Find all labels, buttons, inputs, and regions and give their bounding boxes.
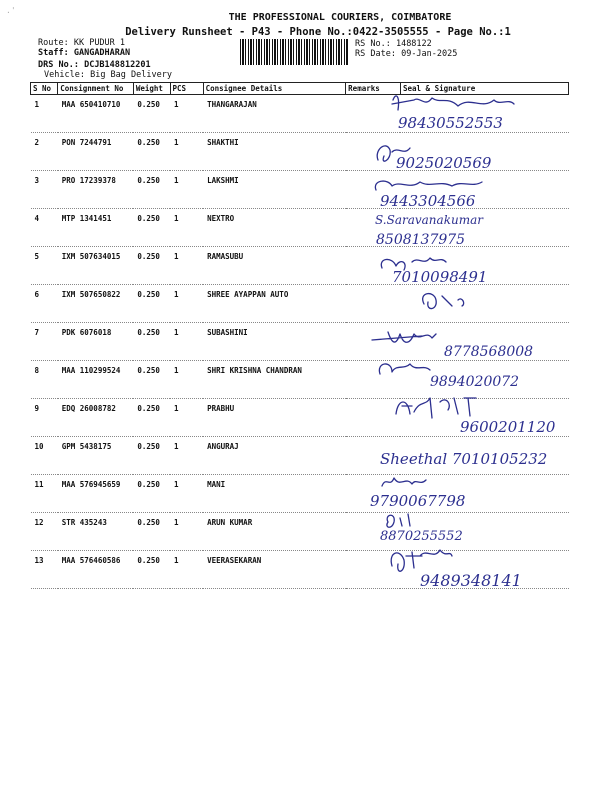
row-signature-cell (400, 475, 568, 513)
hw-7: 8778568008 (444, 344, 534, 360)
row-signature-cell (400, 399, 568, 437)
row-signature-cell (400, 95, 568, 133)
row-pcs: 1 (170, 475, 203, 513)
row-sno: 13 (31, 551, 58, 589)
row-remarks (346, 171, 401, 209)
table-row (31, 171, 569, 209)
row-consignee: PRABHU (203, 399, 346, 437)
row-consignee: ANGURAJ (203, 437, 346, 475)
row-sno: 2 (31, 133, 58, 171)
hw-3: 9443304566 (380, 192, 476, 210)
row-pcs: 1 (170, 247, 203, 285)
row-signature-cell (400, 209, 568, 247)
row-consignee: LAKSHMI (203, 171, 346, 209)
hw-9: 9600201120 (460, 418, 556, 436)
row-remarks (346, 551, 401, 589)
table-row (31, 437, 569, 475)
row-signature-cell (400, 551, 568, 589)
delivery-table (30, 82, 569, 589)
row-pcs: 1 (170, 361, 203, 399)
row-signature-cell (400, 361, 568, 399)
rs-no-label: RS No.: (355, 39, 391, 49)
row-weight: 0.250 (133, 551, 170, 589)
row-sno: 4 (31, 209, 58, 247)
row-consignee: SHRI KRISHNA CHANDRAN (203, 361, 346, 399)
staff-value: GANGADHARAN (73, 48, 131, 58)
row-consignee: SUBASHINI (203, 323, 346, 361)
row-consignee: MANI (203, 475, 346, 513)
rs-no-line (355, 39, 432, 49)
row-remarks (346, 209, 401, 247)
row-consignment-no: MAA 576945659 (58, 475, 134, 513)
hw-13: 9489348141 (420, 571, 522, 590)
row-remarks (346, 513, 401, 551)
row-consignee: SHREE AYAPPAN AUTO (203, 285, 346, 323)
hw-10: Sheethal 7010105232 (380, 450, 548, 468)
row-consignee: RAMASUBU (203, 247, 346, 285)
row-sno: 5 (31, 247, 58, 285)
barcode (240, 39, 348, 65)
row-sno: 7 (31, 323, 58, 361)
row-consignment-no: IXM 507650822 (58, 285, 134, 323)
row-remarks (346, 437, 401, 475)
vehicle-value: Big Bag Delivery (90, 70, 172, 80)
hw-11: 9790067798 (370, 492, 466, 510)
row-consignment-no: MAA 110299524 (58, 361, 134, 399)
drs-label: DRS No.: (38, 60, 79, 70)
row-remarks (346, 475, 401, 513)
table-row (31, 323, 569, 361)
row-signature-cell (400, 171, 568, 209)
row-signature-cell (400, 285, 568, 323)
row-consignment-no: GPM 5438175 (58, 437, 134, 475)
row-sno: 12 (31, 513, 58, 551)
table-row (31, 209, 569, 247)
table-row (31, 361, 569, 399)
row-consignment-no: IXM 507634015 (58, 247, 134, 285)
row-consignment-no: PDK 6076018 (58, 323, 134, 361)
row-remarks (346, 247, 401, 285)
table-row (31, 247, 569, 285)
col-sno: S No (31, 83, 58, 95)
row-consignment-no: MTP 1341451 (58, 209, 134, 247)
route-value: KK PUDUR 1 (73, 38, 126, 48)
row-sno: 9 (31, 399, 58, 437)
row-pcs: 1 (170, 171, 203, 209)
table-row (31, 551, 569, 589)
row-pcs: 1 (170, 399, 203, 437)
row-weight: 0.250 (133, 513, 170, 551)
table-row (31, 513, 569, 551)
row-consignment-no: EDQ 26008782 (58, 399, 134, 437)
col-consignee: Consignee Details (203, 83, 346, 95)
row-signature-cell (400, 247, 568, 285)
col-signature: Seal & Signature (400, 83, 568, 95)
row-signature-cell (400, 513, 568, 551)
vehicle-label: Vehicle: (44, 70, 85, 80)
row-consignee: ARUN KUMAR (203, 513, 346, 551)
row-weight: 0.250 (133, 247, 170, 285)
rs-date-value: 09-Jan-2025 (401, 49, 458, 59)
row-weight: 0.250 (133, 171, 170, 209)
row-remarks (346, 285, 401, 323)
row-weight: 0.250 (133, 95, 170, 133)
row-sno: 8 (31, 361, 58, 399)
row-consignment-no: MAA 650410710 (58, 95, 134, 133)
row-consignment-no: STR 435243 (58, 513, 134, 551)
hw-12: 8870255552 (380, 529, 463, 544)
row-signature-cell (400, 323, 568, 361)
hw-4: S.Saravanakumar (375, 213, 483, 227)
company-title: THE PROFESSIONAL COURIERS, COIMBATORE (228, 12, 452, 23)
row-consignment-no: PON 7244791 (58, 133, 134, 171)
row-weight: 0.250 (133, 399, 170, 437)
row-weight: 0.250 (133, 323, 170, 361)
row-remarks (346, 323, 401, 361)
drs-line (38, 60, 151, 70)
row-weight: 0.250 (133, 361, 170, 399)
table-row (31, 133, 569, 171)
row-pcs: 1 (170, 551, 203, 589)
row-weight: 0.250 (133, 133, 170, 171)
rs-date-label: RS Date: (355, 49, 396, 59)
route-label: Route: (38, 38, 69, 48)
col-remarks: Remarks (346, 83, 401, 95)
col-weight: Weight (133, 83, 170, 95)
row-remarks (346, 361, 401, 399)
row-pcs: 1 (170, 513, 203, 551)
table-row (31, 475, 569, 513)
row-pcs: 1 (170, 285, 203, 323)
hw-8: 9894020072 (430, 374, 520, 390)
row-sno: 1 (31, 95, 58, 133)
table-row (31, 399, 569, 437)
row-pcs: 1 (170, 95, 203, 133)
hw-1: 98430552553 (398, 114, 503, 132)
row-signature-cell (400, 133, 568, 171)
table-row (31, 95, 569, 133)
row-consignment-no: PRO 17239378 (58, 171, 134, 209)
row-remarks (346, 133, 401, 171)
row-signature-cell (400, 437, 568, 475)
rs-date-line (355, 49, 457, 59)
staff-label: Staff: (38, 48, 69, 58)
row-consignee: THANGARAJAN (203, 95, 346, 133)
runsheet-title: Delivery Runsheet - P43 - Phone No.:0422-3505555 - Page No.:1 (125, 26, 511, 38)
row-pcs: 1 (170, 437, 203, 475)
route-line (38, 38, 125, 48)
col-pcs: PCS (170, 83, 203, 95)
row-pcs: 1 (170, 133, 203, 171)
row-sno: 10 (31, 437, 58, 475)
row-consignee: SHAKTHI (203, 133, 346, 171)
table-header-row (31, 83, 569, 95)
rs-no-value: 1488122 (395, 39, 432, 49)
hw-5: 8508137975 (376, 232, 466, 248)
scan-mark: .' (6, 6, 16, 15)
row-weight: 0.250 (133, 285, 170, 323)
row-remarks (346, 399, 401, 437)
row-weight: 0.250 (133, 437, 170, 475)
drs-value: DCJB148812201 (84, 60, 151, 70)
table-row (31, 285, 569, 323)
row-weight: 0.250 (133, 209, 170, 247)
row-sno: 6 (31, 285, 58, 323)
row-weight: 0.250 (133, 475, 170, 513)
vehicle-line (44, 70, 172, 80)
row-pcs: 1 (170, 323, 203, 361)
col-consignment: Consignment No (58, 83, 134, 95)
row-consignment-no: MAA 576460586 (58, 551, 134, 589)
row-pcs: 1 (170, 209, 203, 247)
staff-line (38, 48, 130, 58)
hw-2: 9025020569 (396, 154, 492, 172)
row-consignee: NEXTRO (203, 209, 346, 247)
row-sno: 11 (31, 475, 58, 513)
row-consignee: VEERASEKARAN (203, 551, 346, 589)
hw-6: 7010098491 (392, 268, 488, 286)
row-remarks (346, 95, 401, 133)
row-sno: 3 (31, 171, 58, 209)
